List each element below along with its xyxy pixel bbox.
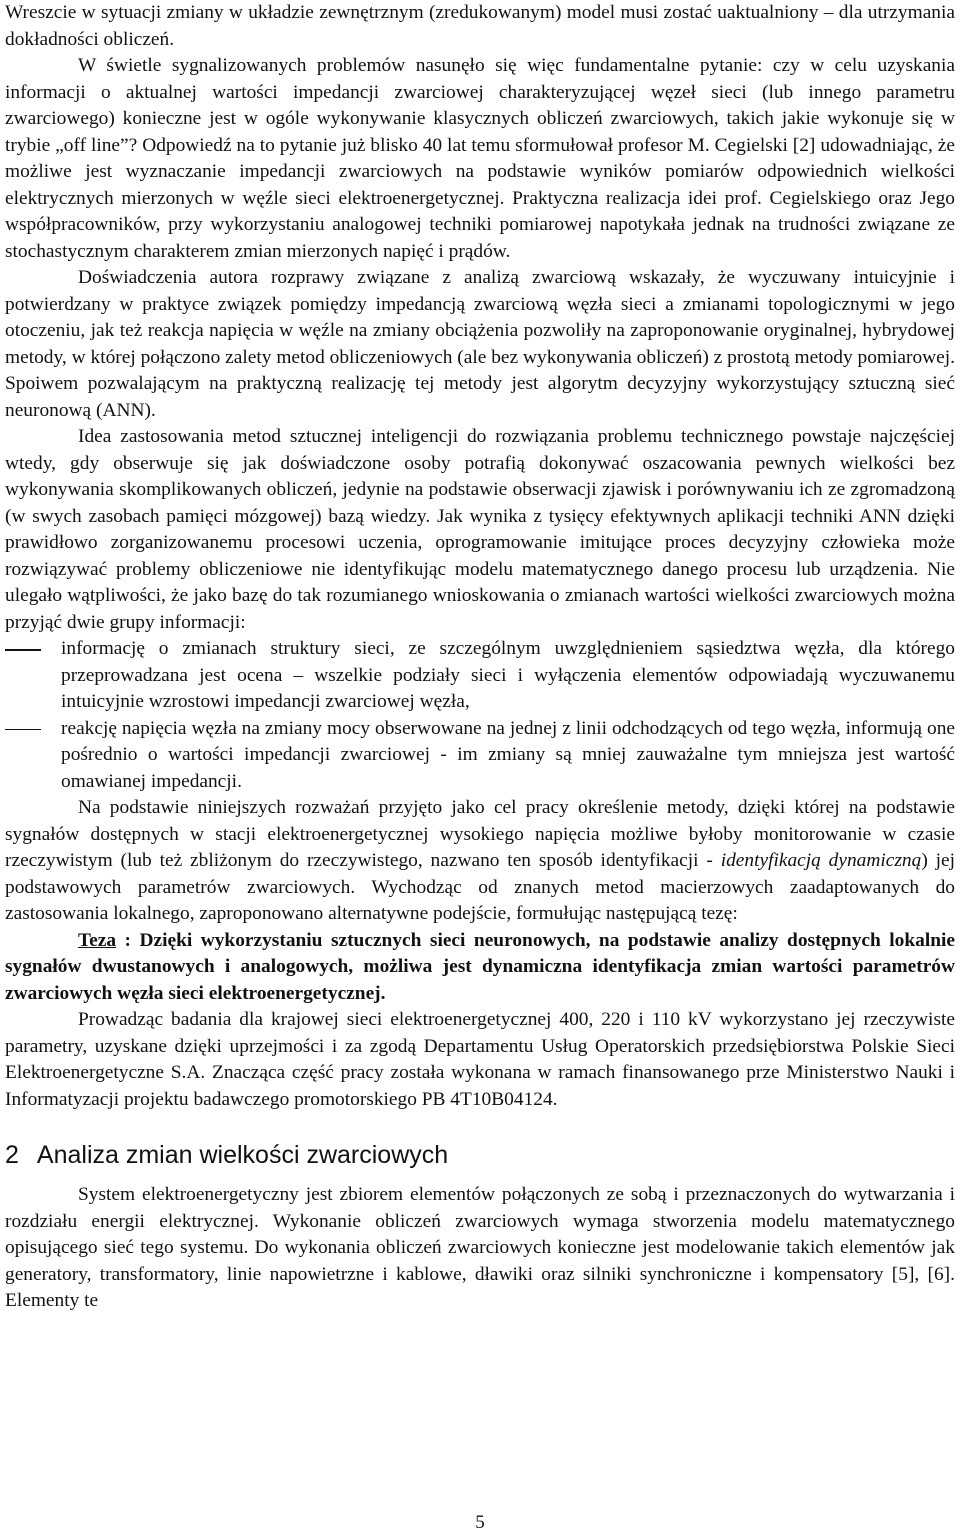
thesis-paragraph — [5, 928, 955, 1008]
information-groups-list — [5, 636, 955, 795]
goal-emphasis: identyfikacją dynamiczną — [720, 850, 922, 871]
section-title: Analiza zmian wielkości zwarciowych — [36, 1141, 449, 1169]
page-number: 5 — [475, 1512, 485, 1533]
list-item — [5, 636, 955, 716]
list-item-text: reakcję napięcia węzła na zmiany mocy obserwowane na jednej z linii odchodzących od tego węzła, informują one pośrednio o wartości impedancji zwarciowej - im zmiany są mniej zauważalne tym mniejsza jest wartość omawianej impedancji. — [61, 717, 955, 792]
list-item — [5, 716, 955, 796]
section-heading — [5, 1140, 955, 1170]
section-number: 2 — [5, 1141, 19, 1169]
list-item-text: informację o zmianach struktury sieci, ze szczególnym uwzględnieniem sąsiedztwa węzła, dla którego przeprowadzana jest ocena – wszelkie podziały sieci i wyłączenia elementów odpowiadają wyczuwanemu intuicyjnie wzrostowi impedancji zwarciowej węzła, — [61, 638, 955, 712]
paragraph-power-system: System elektroenergetyczny jest zbiorem elementów połączonych ze sobą i przeznaczonych do wytwarzania i rozdziału energii elektrycznej. Wykonanie obliczeń zwarciowych wymaga stworzenia modelu matematycznego opisującego sieć tego systemu. Do wykonania obliczeń zwarciowych konieczne jest modelowanie takich elementów jak generatory, transformatory, linie napowietrzne i kablowe, dławiki oraz silniki synchroniczne i kompensatory [5], [6]. Elementy te — [5, 1184, 955, 1311]
paragraph-goal — [5, 795, 955, 928]
document-page — [5, 0, 955, 1315]
goal-text-start: Na podstawie niniejszych rozważań przyjęto jako cel pracy określenie metody, dzięki której na podstawie sygnałów dostępnych w stacji elektroenergetycznej wysokiego napięcia możliwe byłoby monitorowanie w czasie rzeczywistym (lub też zbliżonym do rzeczywistego, nazwano ten sposób identyfikacji - — [5, 797, 955, 871]
paragraph-intro: Wreszcie w sytuacji zmiany w układzie zewnętrznym (zredukowanym) model musi zostać uaktualniony – dla utrzymania dokładności obliczeń. — [5, 2, 955, 50]
thesis-label: Teza — [78, 929, 117, 951]
paragraph-research: Prowadząc badania dla krajowej sieci elektroenergetycznej 400, 220 i 110 kV wykorzystano jej rzeczywiste parametry, uzyskane dzięki uprzejmości i za zgodą Departamentu Usług Operatorskich przedsiębiorstwa Polskie Sieci Elektroenergetyczne S.A. Znacząca część pracy została wykonana w ramach finansowanego prze Ministerstwo Nauki i Informatyzacji projektu badawczego promotorskiego PB 4T10B04124. — [5, 1009, 955, 1110]
thesis-text: : Dzięki wykorzystaniu sztucznych sieci neuronowych, na podstawie analizy dostępnych lokalnie sygnałów dwustanowych i analogowych, możliwa jest dynamiczna identyfikacja zmian wartości parametrów zwarciowych węzła sieci elektroenergetycznej. — [5, 929, 955, 1004]
paragraph-ai-idea: Idea zastosowania metod sztucznej inteligencji do rozwiązania problemu technicznego powstaje najczęściej wtedy, gdy obserwuje się jak doświadczone osoby potrafią dokonywać oszacowania pewnych wielkości bez wykonywania skomplikowanych obliczeń, jedynie na podstawie obserwacji zjawisk i porównywaniu ich ze zgromadzoną (w swych zasobach pamięci mózgowej) bazą wiedzy. Jak wynika z tysięcy efektywnych aplikacji techniki ANN dzięki prawidłowo zorganizowanemu procesowi uczenia, oprogramowanie imitujące proces decyzyjny człowieka może rozwiązywać problemy obliczeniowe nie identyfikując modelu matematycznego danego procesu lub urządzenia. Nie ulegało wątpliwości, że jako bazę do tak rozumianego wnioskowania o zmianach wartości wielkości zwarciowych można przyjąć dwie grupy informacji: — [5, 426, 955, 633]
goal-text-end: ) jej podstawowych parametrów zwarciowych. Wychodząc od znanych metod macierzowych zaadaptowanych do zastosowania lokalnego, zaproponowano alternatywne podejście, formułując następującą tezę: — [5, 850, 955, 924]
paragraph-fundamental-question: W świetle sygnalizowanych problemów nasunęło się więc fundamentalne pytanie: czy w celu uzyskania informacji o aktualnej wartości impedancji zwarciowej charakteryzującej węzeł sieci (lub innego parametru zwarciowego) konieczne jest w ogóle wykonywanie klasycznych obliczeń zwarciowych, takich jakie wykonuje się w trybie „off line”? Odpowiedź na to pytanie już blisko 40 lat temu sformułował profesor M. Cegielski [2] udowadniając, że możliwe jest wyznaczanie impedancji zwarciowych na podstawie wyników pomiarów odpowiednich wielkości elektrycznych mierzonych w węźle sieci elektroenergetycznej. Praktyczna realizacja idei prof. Cegielskiego oraz Jego współpracowników, przy wykorzystaniu analogowej techniki pomiarowej napotykała jednak na trudności związane ze stochastycznym charakterem zmian mierzonych napięć i prądów. — [5, 55, 955, 262]
paragraph-experience: Doświadczenia autora rozprawy związane z analizą zwarciową wskazały, że wyczuwany intuicyjnie i potwierdzany w praktyce związek pomiędzy impedancją zwarciową węzła sieci a zmianami topologicznymi w jego otoczeniu, jak też reakcja napięcia w węźle na zmiany obciążenia pozwoliły na zaproponowanie oryginalnej, hybrydowej metody, w której połączono zalety metod obliczeniowych (ale bez wykonywania obliczeń) z prostotą metody pomiarowej. Spoiwem pozwalającym na praktyczną realizację tej metody jest algorytm decyzyjny wykorzystujący sztuczną sieć neuronową (ANN). — [5, 267, 955, 421]
